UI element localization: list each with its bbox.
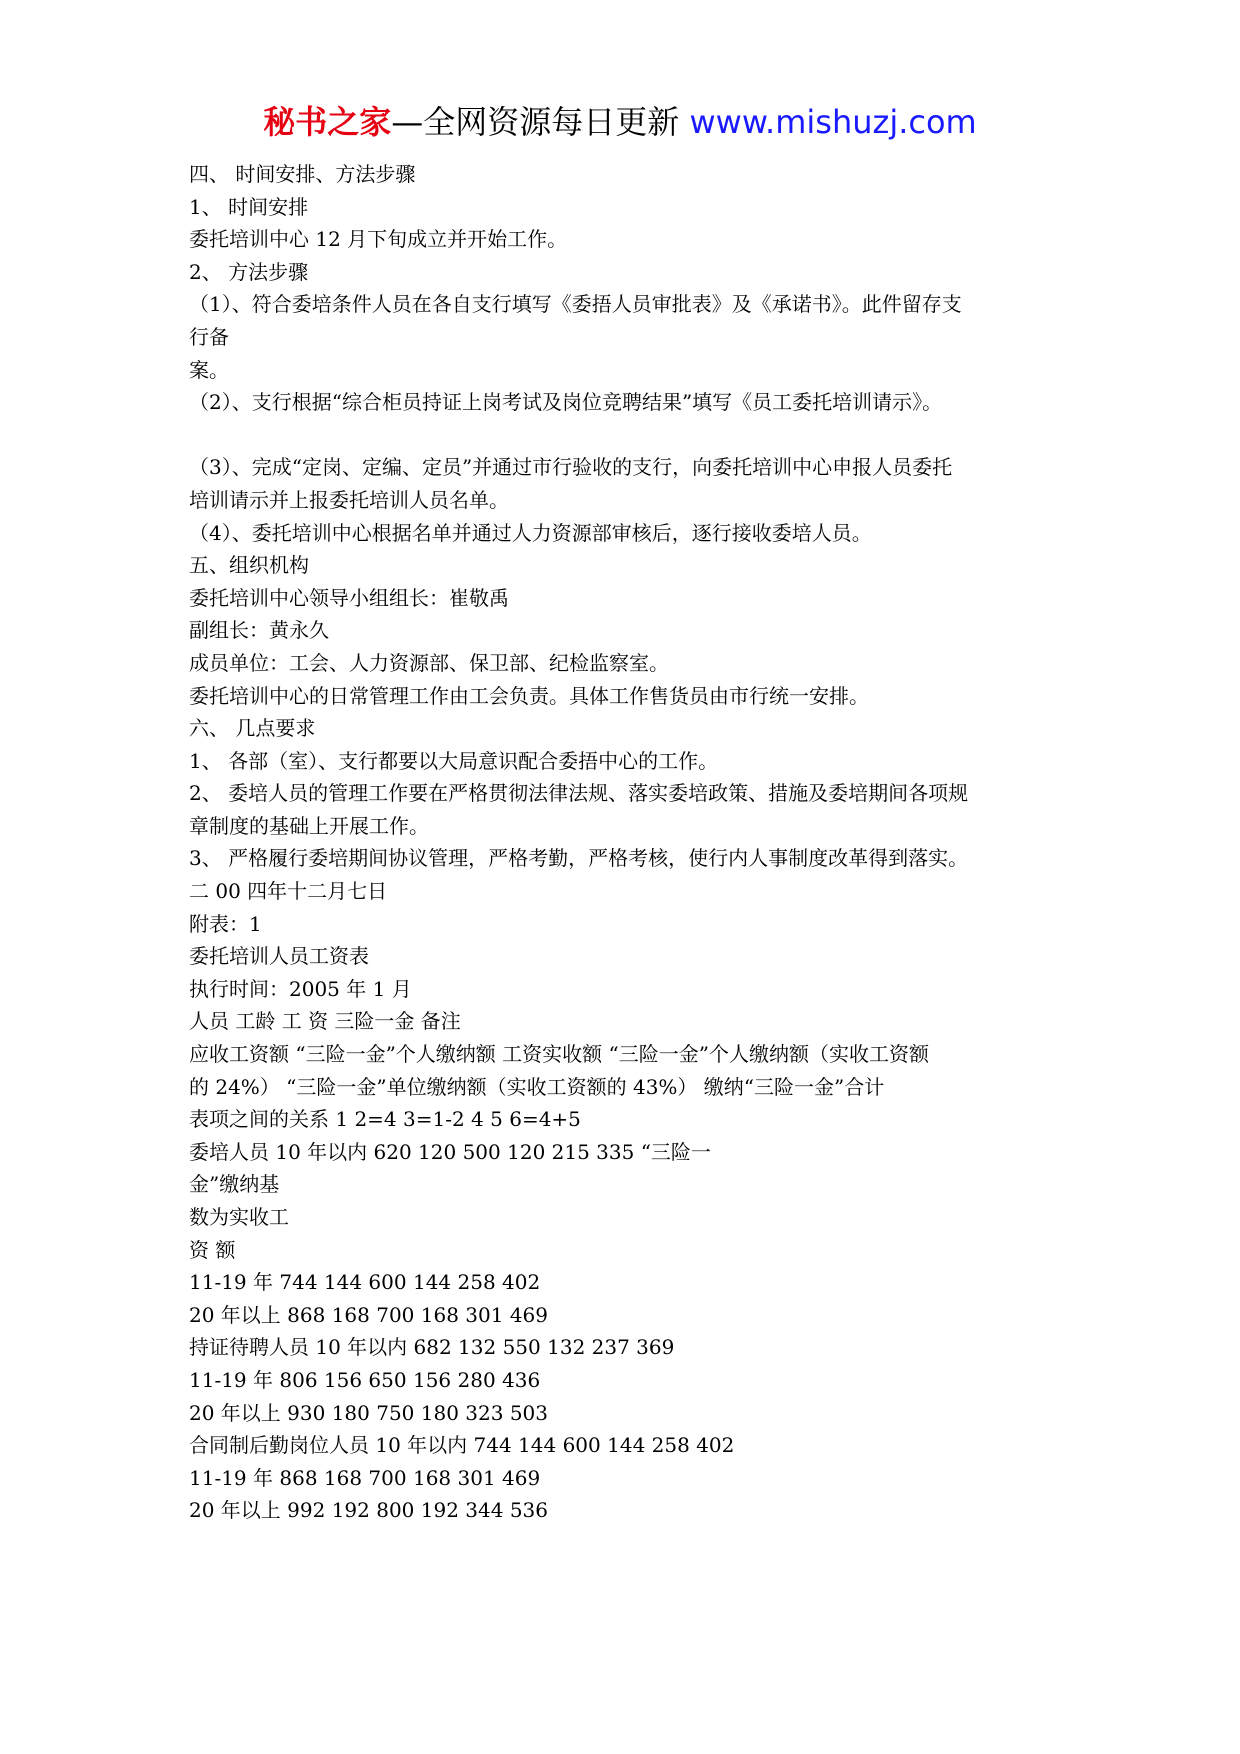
text-line: 委托培训中心 12 月下旬成立并开始工作。 [189,227,568,252]
text-line: （1）、符合委培条件人员在各自支行填写《委捂人员审批表》及《承诺书》。此件留存支 [189,292,962,317]
text-line: 培训请示并上报委托培训人员名单。 [189,487,509,512]
text-line: 的 24%） “三险一金”单位缴纳额（实收工资额的 43%） 缴纳“三险一金”合计 [189,1074,885,1099]
text-line: 成员单位：工会、人力资源部、保卫部、纪检监察室。 [189,650,669,675]
text-line: 人员 工龄 工 资 三险一金 备注 [189,1009,461,1034]
text-line: 副组长：黄永久 [189,618,329,643]
text-line: 1、 各部（室）、支行都要以大局意识配合委捂中心的工作。 [189,748,719,773]
text-line: 持证待聘人员 10 年以内 682 132 550 132 237 369 [189,1335,675,1360]
text-line: 11-19 年 806 156 650 156 280 436 [189,1367,541,1392]
text-line: （2）、支行根据“综合柜员持证上岗考试及岗位竞聘结果”填写《员工委托培训请示》。 [189,390,943,415]
text-line: 委托培训中心领导小组组长：崔敬禹 [189,585,509,610]
text-line: 11-19 年 868 168 700 168 301 469 [189,1465,541,1490]
text-line: 六、 几点要求 [189,716,316,741]
text-line: 五、组织机构 [189,553,309,578]
text-line: 2、 委培人员的管理工作要在严格贯彻法律法规、落实委培政策、措施及委培期间各项规 [189,781,969,806]
text-line: 20 年以上 992 192 800 192 344 536 [189,1498,548,1523]
header-slogan: —全网资源每日更新 [391,103,690,141]
text-line: 二 00 四年十二月七日 [189,879,388,904]
text-line: 委托培训人员工资表 [189,944,369,969]
blank-line [189,419,1059,452]
text-line: 委托培训中心的日常管理工作由工会负责。具体工作售货员由市行统一安排。 [189,683,869,708]
text-line: 案。 [189,357,229,382]
text-line: 20 年以上 930 180 750 180 323 503 [189,1400,548,1425]
text-line: 四、 时间安排、方法步骤 [189,162,416,186]
text-line: 表项之间的关系 1 2=4 3=1-2 4 5 6=4+5 [189,1107,581,1132]
text-line: 委培人员 10 年以内 620 120 500 120 215 335 “三险一 [189,1139,711,1164]
text-line: 资 额 [189,1237,236,1262]
text-line: 2、 方法步骤 [189,259,309,284]
text-line: 章制度的基础上开展工作。 [189,813,429,838]
text-line: 3、 严格履行委培期间协议管理，严格考勤，严格考核，使行内人事制度改革得到落实。 [189,846,969,871]
text-line: 11-19 年 744 144 600 144 258 402 [189,1270,541,1295]
text-line: 数为实收工 [189,1205,289,1229]
site-header [0,98,1240,146]
text-line: 附表：1 [189,911,262,936]
text-line: 合同制后勤岗位人员 10 年以内 744 144 600 144 258 402 [189,1433,735,1458]
text-line: 应收工资额 “三险一金”个人缴纳额 工资实收额 “三险一金”个人缴纳额（实收工资额 [189,1042,929,1067]
header-brand: 秘书之家 [263,103,392,141]
text-line: （3）、完成“定岗、定编、定员”并通过市行验收的支行，向委托培训中心申报人员委托 [189,455,953,480]
document-body [189,158,1059,1527]
text-line: （4）、委托培训中心根据名单并通过人力资源部审核后，逐行接收委培人员。 [189,520,872,545]
text-line: 20 年以上 868 168 700 168 301 469 [189,1302,548,1327]
header-url-link[interactable]: www.mishuzj.com [689,103,977,141]
text-line: 行备 [189,324,229,349]
text-line: 执行时间：2005 年 1 月 [189,976,412,1001]
text-line: 金”缴纳基 [189,1172,280,1197]
text-line: 1、 时间安排 [189,194,309,219]
